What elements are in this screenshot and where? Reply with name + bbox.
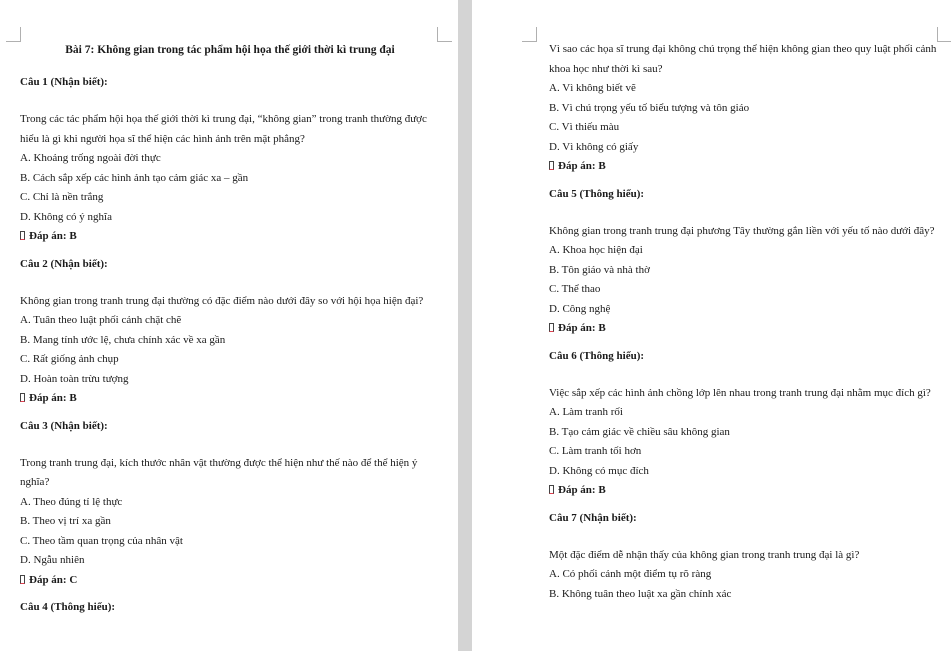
page-corner-mark xyxy=(522,27,537,42)
answer-option: B. Tôn giáo và nhà thờ xyxy=(549,263,650,276)
correct-answer: Đáp án: C xyxy=(20,571,440,591)
checkbox-glyph-icon xyxy=(549,161,554,170)
question-text: Không gian trong tranh trung đại phương Tây thường gắn liền với yếu tố nào dưới đây? xyxy=(549,224,935,237)
correct-answer: Đáp án: B xyxy=(549,481,939,501)
question-heading: Câu 4 (Thông hiểu): xyxy=(20,601,116,613)
answer-option: D. Ngẫu nhiên xyxy=(20,554,85,566)
answer-option: A. Có phối cảnh một điểm tụ rõ ràng xyxy=(549,568,712,580)
answer-option: A. Vì không biết vẽ xyxy=(549,82,636,94)
answer-option: A. Khoa học hiện đại xyxy=(549,244,643,256)
correct-answer: Đáp án: B xyxy=(549,157,939,177)
question-heading: Câu 5 (Thông hiểu): xyxy=(549,187,645,200)
answer-option: A. Khoảng trống ngoài đời thực xyxy=(20,152,161,164)
answer-option: B. Không tuân theo luật xa gần chính xác xyxy=(549,587,732,600)
checkbox-glyph-icon xyxy=(549,323,554,332)
checkbox-glyph-icon xyxy=(20,231,25,240)
answer-option: B. Theo vị trí xa gần xyxy=(20,515,111,527)
answer-option: C. Thể thao xyxy=(549,283,601,295)
lesson-title: Bài 7: Không gian trong tác phẩm hội họa thế giới thời kì trung đại xyxy=(65,44,395,56)
answer-option: D. Không có mục đích xyxy=(549,464,649,477)
answer-option: C. Chỉ là nền trắng xyxy=(20,191,104,203)
question-heading: Câu 2 (Nhận biết): xyxy=(20,257,108,270)
question-text: Một đặc điểm dễ nhận thấy của không gian trong tranh trung đại là gì? xyxy=(549,548,860,561)
correct-answer: Đáp án: B xyxy=(20,227,440,247)
question-heading: Câu 7 (Nhận biết): xyxy=(549,511,637,524)
answer-option: D. Hoàn toàn trừu tượng xyxy=(20,372,129,385)
question-text: Không gian trong tranh trung đại thường có đặc điểm nào dưới đây so với hội họa hiện đại? xyxy=(20,294,424,307)
answer-option: D. Không có ý nghĩa xyxy=(20,210,112,223)
question-heading: Câu 1 (Nhận biết): xyxy=(20,76,108,88)
correct-answer: Đáp án: B xyxy=(549,319,939,339)
answer-option: D. Công nghệ xyxy=(549,302,611,315)
answer-option: A. Tuân theo luật phối cảnh chặt chẽ xyxy=(20,314,182,326)
document-page-right xyxy=(472,0,951,651)
question-text: Vì sao các họa sĩ trung đại không chú trọng thể hiện không gian theo quy luật phối cảnh khoa học như thời kì sau? xyxy=(549,43,937,75)
document-page-left xyxy=(0,0,458,651)
answer-option: C. Làm tranh tối hơn xyxy=(549,445,642,457)
answer-option: C. Vì thiếu màu xyxy=(549,121,620,133)
correct-answer: Đáp án: B xyxy=(20,389,440,409)
page-gutter xyxy=(458,0,472,651)
question-text: Việc sắp xếp các hình ảnh chồng lớp lên nhau trong tranh trung đại nhằm mục đích gì? xyxy=(549,386,931,399)
question-text: Trong tranh trung đại, kích thước nhân vật thường được thể hiện như thế nào để thể hiện ý nghĩa? xyxy=(20,456,418,488)
answer-option: A. Làm tranh rối xyxy=(549,406,623,418)
answer-option: B. Tạo cảm giác về chiều sâu không gian xyxy=(549,425,730,438)
page-corner-mark xyxy=(6,27,21,42)
answer-option: B. Vì chú trọng yếu tố biểu tượng và tôn giáo xyxy=(549,101,750,114)
answer-option: A. Theo đúng tỉ lệ thực xyxy=(20,495,123,508)
answer-option: C. Theo tầm quan trọng của nhân vật xyxy=(20,534,183,547)
answer-option: B. Cách sắp xếp các hình ảnh tạo cảm giác xa – gần xyxy=(20,171,249,184)
answer-option: C. Rất giống ảnh chụp xyxy=(20,353,119,365)
question-heading: Câu 6 (Thông hiểu): xyxy=(549,349,645,362)
checkbox-glyph-icon xyxy=(20,393,25,402)
checkbox-glyph-icon xyxy=(549,485,554,494)
question-heading: Câu 3 (Nhận biết): xyxy=(20,419,108,432)
checkbox-glyph-icon xyxy=(20,575,25,584)
page-corner-mark xyxy=(937,27,951,42)
question-text: Trong các tác phẩm hội họa thế giới thời kì trung đại, “không gian” trong tranh thường được hiểu là gì khi người họa sĩ thể hiện các hình ảnh trên mặt phẳng? xyxy=(20,113,427,145)
answer-option: D. Vì không có giấy xyxy=(549,140,639,153)
answer-option: B. Mang tính ước lệ, chưa chính xác về xa gần xyxy=(20,333,226,346)
